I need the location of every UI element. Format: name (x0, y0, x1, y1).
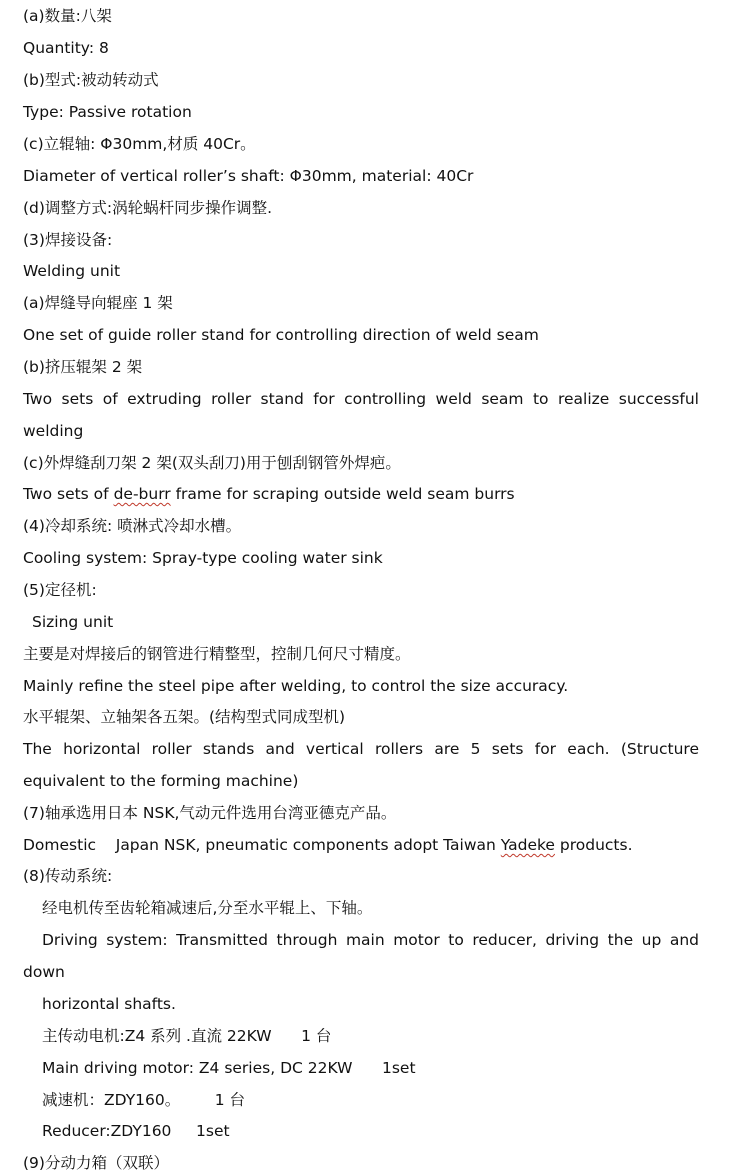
text-line: Mainly refine the steel pipe after welding, to control the size accuracy. (23, 677, 569, 695)
text-fragment: frame for scraping outside weld seam burrs (170, 485, 515, 503)
text-line: (7)轴承选用日本 NSK,气动元件选用台湾亚德克产品。 (23, 804, 397, 822)
section-heading: (5)定径机: (23, 581, 97, 599)
text-line: 水平辊架、立轴架各五架。(结构型式同成型机) (23, 708, 346, 726)
text-fragment: Two sets of (23, 485, 114, 503)
text-line: Type: Passive rotation (23, 103, 192, 121)
text-line: (d)调整方式:涡轮蜗杆同步操作调整. (23, 199, 273, 217)
section-heading: (9)分动力箱（双联） (23, 1154, 169, 1172)
text-line: (b)挤压辊架 2 架 (23, 358, 143, 376)
text-line: Cooling system: Spray-type cooling water sink (23, 549, 383, 567)
text-line: (c)外焊缝刮刀架 2 架(双头刮刀)用于刨刮钢管外焊疤。 (23, 454, 401, 472)
text-line: Driving system: Transmitted through main motor to reducer, driving the up and (42, 931, 699, 949)
section-heading: (3)焊接设备: (23, 231, 113, 249)
text-line-deburr (23, 484, 703, 504)
text-line-yadeke (23, 835, 703, 855)
text-line: Reducer:ZDY160 1set (42, 1122, 230, 1140)
text-fragment: Domestic Japan NSK, pneumatic components adopt Taiwan (23, 836, 501, 854)
text-fragment: products. (554, 836, 633, 854)
text-line: Welding unit (23, 262, 121, 280)
text-line: welding (23, 422, 84, 440)
text-line: 主传动电机:Z4 系列 .直流 22KW 1 台 (42, 1027, 332, 1045)
text-line: horizontal shafts. (42, 995, 176, 1013)
text-line: Diameter of vertical roller’s shaft: Φ30mm, material: 40Cr (23, 167, 474, 185)
text-line: 主要是对焊接后的钢管进行精整型，控制几何尺寸精度。 (23, 645, 411, 663)
text-line: Sizing unit (32, 613, 114, 631)
text-line: Two sets of extruding roller stand for controlling weld seam to realize successful (23, 390, 699, 408)
text-line: 减速机：ZDY160。 1 台 (42, 1091, 246, 1109)
spellcheck-word: de-burr (113, 485, 171, 503)
text-line: (b)型式:被动转动式 (23, 71, 159, 89)
section-heading: (8)传动系统: (23, 867, 113, 885)
text-line: Quantity: 8 (23, 39, 109, 57)
text-line: Main driving motor: Z4 series, DC 22KW 1set (42, 1059, 416, 1077)
text-line: down (23, 963, 65, 981)
text-line: One set of guide roller stand for controlling direction of weld seam (23, 326, 539, 344)
text-line: (c)立辊轴: Φ30mm,材质 40Cr。 (23, 135, 256, 153)
section-heading: (4)冷却系统: 喷淋式冷却水槽。 (23, 517, 242, 535)
spellcheck-word: Yadeke (500, 836, 555, 854)
text-line: 经电机传至齿轮箱减速后,分至水平辊上、下轴。 (42, 899, 373, 917)
text-line: (a)焊缝导向辊座 1 架 (23, 294, 173, 312)
text-line: equivalent to the forming machine) (23, 772, 299, 790)
text-line: The horizontal roller stands and vertical rollers are 5 sets for each. (Structure (23, 740, 699, 758)
text-line: (a)数量:八架 (23, 7, 112, 25)
